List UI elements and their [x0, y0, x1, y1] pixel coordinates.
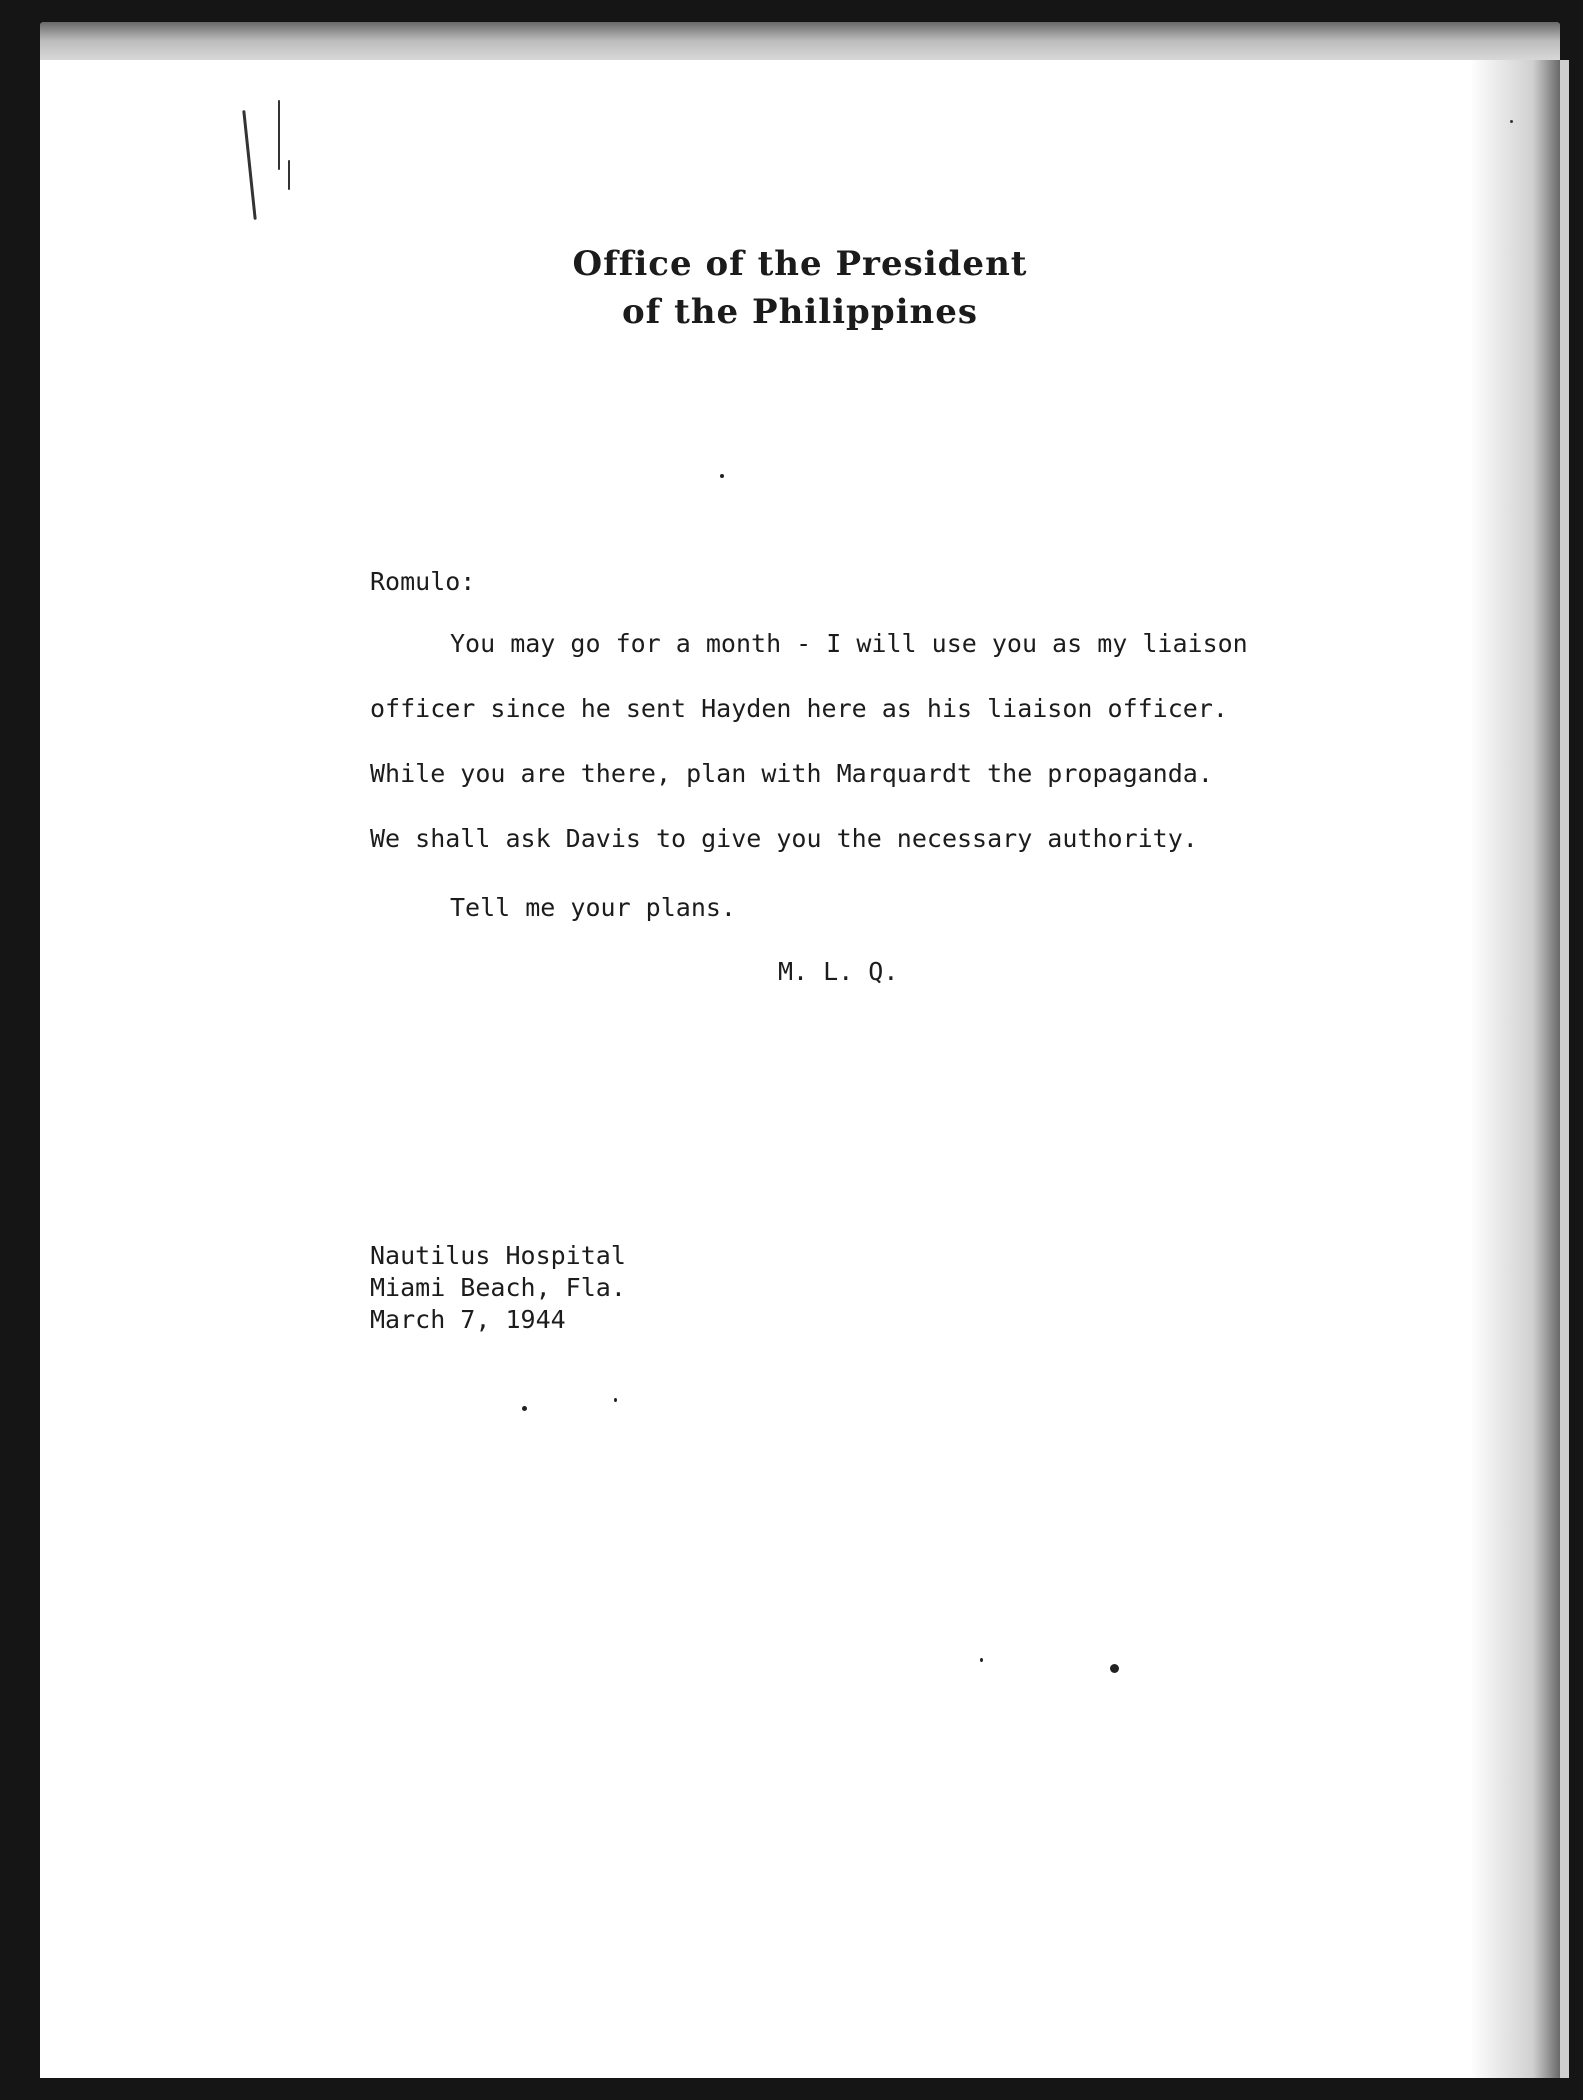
- scan-shadow: [1470, 60, 1560, 2078]
- letterhead-line-1: Office of the President: [572, 244, 1028, 284]
- letter-line-5: Tell me your plans.: [450, 893, 736, 922]
- letter-sheet: [40, 60, 1560, 2078]
- letter-line-3: While you are there, plan with Marquardt the propaganda.: [370, 759, 1213, 788]
- letter-date: March 7, 1944: [370, 1305, 566, 1334]
- ink-speck: [1110, 1664, 1119, 1673]
- pencil-mark: [242, 110, 256, 220]
- address-place: Nautilus Hospital: [370, 1241, 626, 1270]
- ink-speck: [522, 1406, 527, 1411]
- address-block: [370, 1240, 626, 1336]
- letter-line-2: officer since he sent Hayden here as his liaison officer.: [370, 694, 1228, 723]
- address-city: Miami Beach, Fla.: [370, 1273, 626, 1302]
- letterhead: [40, 240, 1560, 336]
- ink-speck: [720, 474, 724, 478]
- letter-line-1: You may go for a month - I will use you as my liaison: [450, 629, 1248, 658]
- ink-speck: [614, 1398, 617, 1402]
- pencil-mark: [278, 100, 280, 170]
- underlying-page-right-edge: [1559, 60, 1569, 2078]
- letter-line-4: We shall ask Davis to give you the necessary authority.: [370, 824, 1198, 853]
- pencil-mark: [288, 160, 290, 190]
- salutation: Romulo:: [370, 567, 476, 596]
- letterhead-line-2: of the Philippines: [621, 292, 979, 332]
- signature-initials: M. L. Q.: [778, 957, 899, 986]
- ink-speck: [980, 1658, 983, 1662]
